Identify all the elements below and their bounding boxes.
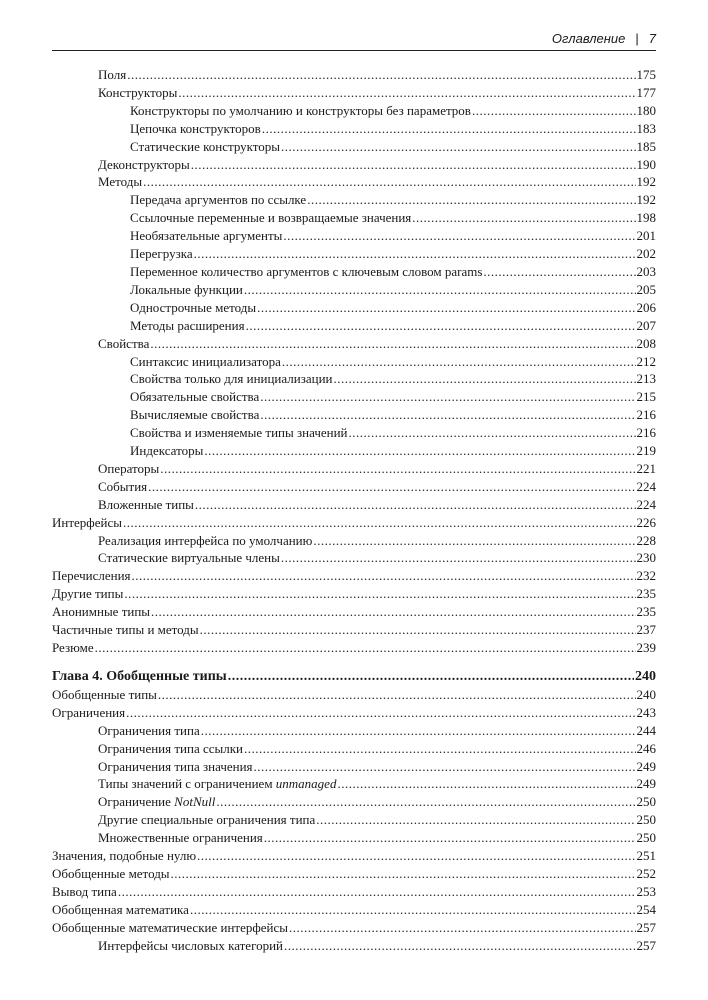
toc-entry (52, 442, 656, 460)
dot-leader (158, 686, 636, 704)
page-header (52, 30, 656, 51)
toc-entry-title-text: Интерфейсы числовых категорий (98, 937, 284, 953)
toc-entry-title-text: Передача аргументов по ссылке (130, 192, 307, 208)
dot-leader (190, 901, 636, 919)
toc-entry-title-text: События (98, 478, 148, 494)
header-separator: | (635, 31, 639, 46)
toc-entry-page: 250 (636, 830, 656, 846)
toc-entry-page: 253 (636, 883, 656, 899)
toc-entry-page: 251 (636, 848, 656, 864)
toc-entry-title-text: Статические виртуальные члены (98, 550, 280, 566)
toc-entry-title (98, 549, 280, 567)
toc-entry-title-text: Ограничения (52, 704, 126, 720)
toc-entry-title (52, 585, 123, 603)
toc-entry-title (130, 191, 306, 209)
dot-leader (126, 704, 635, 722)
toc-entry (52, 209, 656, 227)
toc-entry-page: 235 (636, 586, 656, 602)
toc-entry-title (130, 424, 348, 442)
toc-entry-page: 224 (636, 496, 656, 512)
dot-leader (143, 173, 635, 191)
dot-leader (216, 793, 635, 811)
toc-entry-title-text: Резюме (52, 640, 94, 655)
toc-entry-title-italic: NotNull (174, 794, 216, 810)
toc-entry (52, 263, 656, 281)
toc-entry (52, 317, 656, 335)
toc-entry-page: 230 (636, 550, 656, 566)
toc-entry (52, 793, 656, 811)
toc-entry-title-text: Ограничение (98, 794, 175, 810)
dot-leader (307, 191, 635, 209)
dot-leader (281, 138, 635, 156)
toc-entry-title-text: Ограничения типа значения (98, 758, 253, 774)
dot-leader (334, 370, 636, 388)
dot-leader (254, 758, 636, 776)
toc-entry (52, 460, 656, 478)
toc-entry-title-text: Свойства (98, 335, 150, 351)
toc-entry-title (98, 722, 200, 740)
toc-entry-page: 208 (636, 335, 656, 351)
toc-entry (52, 686, 656, 704)
toc-entry-page: 183 (636, 120, 656, 136)
toc-entry-title-text: Обязательные свойства (130, 389, 260, 405)
toc-entry-page: 216 (636, 425, 656, 441)
toc-entry-page: 252 (636, 865, 656, 881)
toc-entry-page: 244 (636, 722, 656, 738)
toc-entry-title-text: Методы расширения (130, 317, 245, 333)
toc-entry (52, 847, 656, 865)
toc-entry-page: 257 (636, 919, 656, 935)
toc-entry (52, 245, 656, 263)
toc-entry-page: 203 (636, 263, 656, 279)
toc-entry-title (130, 388, 259, 406)
toc-entry-page: 175 (636, 67, 656, 82)
dot-leader (260, 388, 635, 406)
dot-leader (204, 442, 635, 460)
toc-entry (52, 919, 656, 937)
dot-leader (289, 919, 635, 937)
toc-entry (52, 811, 656, 829)
toc-entry-title-text: Значения, подобные нулю (52, 848, 197, 864)
toc-entry-title-text: Синтаксис инициализатора (130, 353, 281, 369)
toc-entry-page: 185 (636, 138, 656, 154)
toc-entry (52, 722, 656, 740)
dot-leader (313, 532, 635, 550)
dot-leader (337, 775, 635, 793)
toc-entry (52, 704, 656, 722)
toc-entry-title (52, 567, 131, 585)
table-of-contents (52, 66, 656, 955)
toc-entry-page: 224 (636, 478, 656, 494)
toc-entry-page: 207 (636, 317, 656, 333)
toc-entry-title (52, 901, 189, 919)
toc-entry-page: 216 (636, 407, 656, 423)
toc-entry (52, 603, 656, 621)
dot-leader (127, 66, 635, 84)
toc-entry-title-text: Ограничения типа (98, 722, 200, 738)
dot-leader (282, 353, 636, 371)
toc-entry-page: 215 (636, 389, 656, 405)
toc-entry-title-text: Множественные ограничения (98, 830, 263, 846)
toc-entry-title-text: Вычисляемые свойства (130, 407, 260, 423)
toc-entry-page: 201 (636, 228, 656, 244)
dot-leader (246, 317, 636, 335)
toc-entry (52, 549, 656, 567)
toc-entry-title (130, 353, 281, 371)
toc-entry-title (130, 227, 282, 245)
toc-entry (52, 567, 656, 585)
toc-entry (52, 901, 656, 919)
toc-entry-title-text: Обобщенные методы (52, 865, 170, 881)
dot-leader (171, 865, 636, 883)
toc-entry-page: 226 (636, 514, 656, 530)
toc-entry-title (52, 621, 199, 639)
toc-entry-title (98, 66, 126, 84)
toc-entry-title (52, 919, 288, 937)
dot-leader (195, 496, 636, 514)
toc-entry-page: 180 (636, 102, 656, 118)
toc-entry-title-text: Свойства и изменяемые типы значений (130, 425, 348, 441)
toc-entry-title-text: Операторы (98, 460, 160, 476)
toc-entry (52, 937, 656, 955)
toc-entry-page: 212 (636, 353, 656, 369)
toc-entry-title-text: Реализация интерфейса по умолчанию (98, 532, 313, 548)
dot-leader (316, 811, 635, 829)
toc-entry (52, 335, 656, 353)
toc-entry-title-text: Частичные типы и методы (52, 622, 199, 638)
toc-entry-title (98, 937, 283, 955)
toc-entry-title-text: Другие типы (52, 586, 124, 602)
toc-entry (52, 299, 656, 317)
dot-leader (178, 84, 635, 102)
dot-leader (95, 639, 636, 657)
header-page-number: 7 (648, 31, 656, 46)
dot-leader (197, 847, 635, 865)
dot-leader (483, 263, 635, 281)
toc-entry-title (52, 667, 227, 686)
toc-entry (52, 370, 656, 388)
dot-leader (123, 514, 636, 532)
dot-leader (151, 603, 635, 621)
toc-entry (52, 156, 656, 174)
dot-leader (264, 829, 636, 847)
toc-entry (52, 406, 656, 424)
dot-leader (160, 460, 635, 478)
toc-entry (52, 621, 656, 639)
toc-entry (52, 173, 656, 191)
toc-entry-title-text: Индексаторы (130, 443, 204, 459)
toc-entry-page: 190 (636, 156, 656, 172)
dot-leader (191, 156, 636, 174)
toc-entry-page: 228 (636, 532, 656, 548)
toc-entry-title-text: Ссылочные переменные и возвращаемые значения (130, 210, 412, 226)
toc-entry-title-text: Перегрузка (130, 246, 193, 262)
dot-leader (150, 335, 635, 353)
toc-entry-page: 177 (636, 84, 656, 100)
toc-entry-title-text: Обобщенные типы (52, 686, 157, 702)
toc-entry (52, 102, 656, 120)
toc-entry-title (98, 532, 312, 550)
toc-entry-page: 240 (635, 668, 656, 684)
dot-leader (283, 227, 635, 245)
toc-entry-title-text: Типы значений с ограничением (98, 776, 276, 792)
toc-entry-title-text: Статические конструкторы (130, 138, 281, 154)
toc-entry-page: 240 (636, 686, 656, 702)
toc-entry-title (130, 406, 259, 424)
toc-entry-title-text: Необязательные аргументы (130, 228, 283, 244)
toc-entry-title (130, 209, 411, 227)
toc-entry-page: 206 (636, 299, 656, 315)
toc-entry-title-text: Вложенные типы (98, 496, 194, 512)
toc-entry (52, 120, 656, 138)
toc-entry-title (130, 263, 482, 281)
toc-entry-title (98, 173, 142, 191)
dot-leader (257, 299, 635, 317)
toc-entry-title (98, 758, 253, 776)
toc-entry (52, 585, 656, 603)
toc-entry-title (130, 442, 203, 460)
running-header (552, 31, 656, 46)
dot-leader (148, 478, 635, 496)
toc-entry (52, 191, 656, 209)
toc-entry-title (130, 120, 261, 138)
toc-entry (52, 865, 656, 883)
toc-entry (52, 532, 656, 550)
toc-entry-title (98, 335, 149, 353)
toc-entry (52, 740, 656, 758)
toc-entry-title (98, 84, 177, 102)
toc-entry-page: 235 (636, 604, 656, 620)
toc-entry-title (52, 865, 170, 883)
toc-entry-title (98, 460, 159, 478)
dot-leader (118, 883, 636, 901)
toc-entry-title-text: Конструкторы (98, 84, 178, 100)
toc-entry (52, 281, 656, 299)
toc-entry (52, 424, 656, 442)
toc-entry-page: 246 (636, 740, 656, 756)
toc-entry-title (130, 281, 243, 299)
toc-entry-title (98, 829, 263, 847)
toc-entry-title-text: Анонимные типы (52, 604, 151, 620)
toc-entry-page: 205 (636, 281, 656, 297)
dot-leader (200, 621, 636, 639)
toc-entry-page: 221 (636, 460, 656, 476)
toc-entry-title-text: Цепочка конструкторов (130, 120, 261, 136)
toc-entry-title-text: Методы (98, 174, 143, 190)
toc-entry-title (130, 138, 280, 156)
toc-entry-title (98, 496, 194, 514)
toc-entry-page: 254 (636, 901, 656, 917)
toc-entry-title-text: Локальные функции (130, 281, 243, 297)
toc-entry-page: 243 (636, 704, 656, 720)
toc-entry-title (52, 704, 125, 722)
toc-entry-page: 192 (636, 192, 656, 208)
toc-entry (52, 478, 656, 496)
toc-entry-title (98, 811, 315, 829)
toc-entry-title-text: Переменное количество аргументов с ключевым словом params (130, 263, 483, 279)
toc-entry-title (130, 102, 471, 120)
toc-entry-page: 250 (636, 794, 656, 810)
toc-entry-page: 192 (636, 174, 656, 190)
toc-entry-title (98, 793, 215, 811)
toc-entry-title-text: Деконструкторы (98, 156, 190, 172)
toc-entry-page: 213 (636, 371, 656, 387)
toc-entry-page: 202 (636, 246, 656, 262)
toc-entry-page: 257 (636, 937, 656, 953)
dot-leader (244, 740, 635, 758)
toc-entry-title-text: Вывод типа (52, 883, 117, 899)
dot-leader (124, 585, 635, 603)
dot-leader (228, 667, 634, 686)
dot-leader (472, 102, 636, 120)
dot-leader (201, 722, 636, 740)
toc-entry-title (98, 478, 147, 496)
toc-entry-page: 232 (636, 568, 656, 584)
toc-entry (52, 138, 656, 156)
toc-entry-title (98, 740, 243, 758)
toc-entry-title (98, 156, 190, 174)
toc-entry (52, 758, 656, 776)
toc-entry (52, 883, 656, 901)
toc-entry (52, 775, 656, 793)
toc-entry (52, 84, 656, 102)
toc-entry-title (52, 603, 150, 621)
dot-leader (412, 209, 635, 227)
toc-entry-title (52, 847, 196, 865)
dot-leader (281, 549, 636, 567)
toc-entry-page: 237 (636, 622, 656, 638)
toc-entry-title-text: Ограничения типа ссылки (98, 740, 244, 756)
toc-entry (52, 66, 656, 84)
toc-entry-title-text: Глава 4. Обобщенные типы (52, 668, 227, 684)
toc-entry (52, 829, 656, 847)
toc-entry-title (52, 639, 94, 657)
toc-entry (52, 496, 656, 514)
dot-leader (244, 281, 636, 299)
toc-entry-title-text: Свойства только для инициализации (130, 371, 333, 387)
toc-entry-title-text: Конструкторы по умолчанию и конструкторы без параметров (130, 102, 471, 118)
dot-leader (260, 406, 635, 424)
toc-entry-title (130, 245, 193, 263)
toc-entry (52, 227, 656, 245)
toc-entry (52, 639, 656, 657)
toc-entry-title (130, 317, 245, 335)
toc-entry-page: 198 (636, 210, 656, 226)
toc-entry-title-text: Интерфейсы (52, 514, 122, 530)
dot-leader (262, 120, 636, 138)
toc-entry (52, 514, 656, 532)
toc-entry (52, 388, 656, 406)
toc-entry-title-text: Обобщенная математика (52, 901, 189, 917)
toc-chapter-heading (52, 667, 656, 686)
dot-leader (284, 937, 635, 955)
toc-entry-title (52, 883, 117, 901)
toc-entry-page: 249 (636, 758, 656, 774)
toc-entry-title-text: Другие специальные ограничения типа (98, 812, 316, 828)
toc-entry-title (130, 370, 333, 388)
toc-entry-title-text: Поля (98, 67, 127, 82)
toc-entry-title-text: Перечисления (52, 568, 131, 584)
dot-leader (132, 567, 636, 585)
toc-entry-page: 219 (636, 443, 656, 459)
toc-entry-title (130, 299, 256, 317)
toc-entry-title (98, 775, 336, 793)
toc-entry-title-text: Обобщенные математические интерфейсы (52, 919, 289, 935)
dot-leader (349, 424, 636, 442)
toc-entry-page: 249 (636, 776, 656, 792)
toc-entry-page: 239 (636, 640, 656, 655)
toc-entry-page: 250 (636, 812, 656, 828)
toc-entry-title (52, 686, 157, 704)
dot-leader (194, 245, 636, 263)
toc-entry-title-text: Однострочные методы (130, 299, 257, 315)
toc-entry-title (52, 514, 122, 532)
header-title: Оглавление (551, 31, 626, 46)
toc-entry (52, 353, 656, 371)
toc-entry-title-italic: unmanaged (275, 776, 337, 792)
